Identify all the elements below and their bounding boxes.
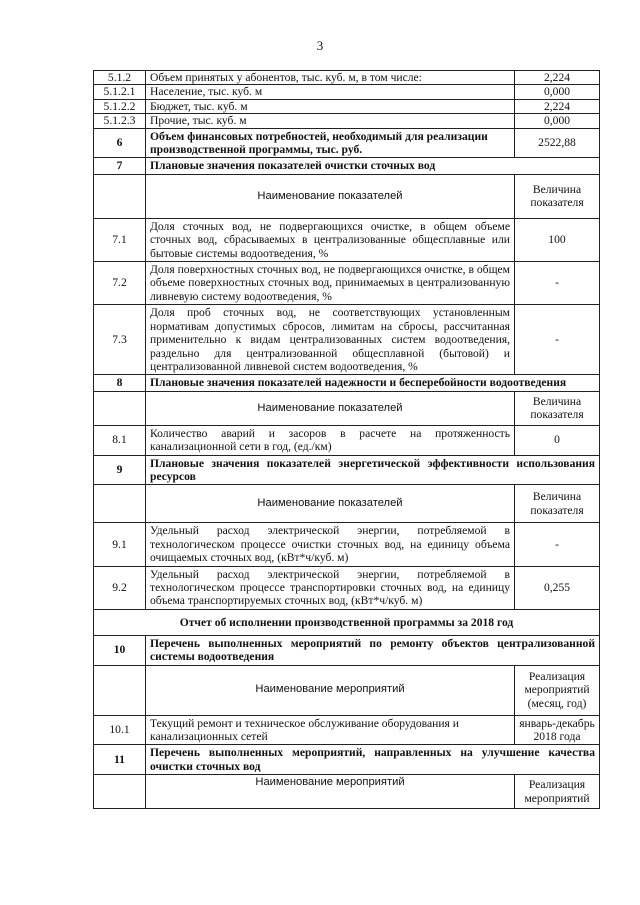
section-number: 10 — [94, 635, 146, 665]
row-text: Удельный расход электрической энергии, потребляемой в технологическом процессе транспортировки сточных вод, на единицу объема транспортируемых сточных вод, (кВт*ч/куб. м) — [146, 566, 515, 609]
section-number: 7 — [94, 158, 146, 174]
row-number: 8.1 — [94, 425, 146, 455]
row-value: 2522,88 — [515, 128, 600, 158]
row-text: Прочие, тыс. куб. м — [146, 114, 515, 128]
header-empty — [94, 174, 146, 218]
row-text: Доля проб сточных вод, не соответствующих установленным нормативам допустимых сбросов, лимитам на сбросы, рассчитанная применительно к видам централизованных систем водоотведения, раздельно для централизованной общесплавной (бытовой) и централизованной ливневой систем водоотведения, % — [146, 305, 515, 375]
header-value: Реализация мероприятий (месяц, год) — [515, 665, 600, 715]
row-value: 100 — [515, 218, 600, 261]
header-empty — [94, 775, 146, 809]
row-number: 5.1.2.1 — [94, 85, 146, 99]
section-number: 9 — [94, 455, 146, 485]
table-row — [94, 114, 600, 128]
row-value: 0,255 — [515, 566, 600, 609]
row-text: Количество аварий и засоров в расчете на протяженность канализационной сети в год, (ед./км) — [146, 425, 515, 455]
section-title: Плановые значения показателей энергетической эффективности использования ресурсов — [146, 455, 600, 485]
header-value: Реализация мероприятий — [515, 775, 600, 809]
section-text: Объем финансовых потребностей, необходимый для реализации производственной программы, тыс. руб. — [146, 128, 515, 158]
table-row — [94, 523, 600, 566]
section-row — [94, 158, 600, 174]
page-number: 3 — [316, 38, 324, 53]
production-program-table — [93, 70, 600, 809]
row-number: 7.1 — [94, 218, 146, 261]
table-row — [94, 262, 600, 305]
row-number: 7.3 — [94, 305, 146, 375]
table-row — [94, 71, 600, 85]
report-title: Отчет об исполнении производственной программы за 2018 год — [94, 609, 600, 635]
header-name: Наименование показателей — [146, 485, 515, 523]
row-value: 2,224 — [515, 71, 600, 85]
row-text: Доля поверхностных сточных вод, не подвергающихся очистке, в общем объеме поверхностных сточных вод, принимаемых в централизованную ливневую систему водоотведения, % — [146, 262, 515, 305]
row-text: Бюджет, тыс. куб. м — [146, 99, 515, 113]
table-row — [94, 218, 600, 261]
section-title: Плановые значения показателей надежности и бесперебойности водоотведения — [146, 375, 600, 391]
row-number: 9.1 — [94, 523, 146, 566]
section-row — [94, 635, 600, 665]
row-value: 0,000 — [515, 114, 600, 128]
table-row — [94, 128, 600, 158]
row-number: 7.2 — [94, 262, 146, 305]
report-title-row — [94, 609, 600, 635]
row-text: Объем принятых у абонентов, тыс. куб. м, в том числе: — [146, 71, 515, 85]
header-value: Величина показателя — [515, 391, 600, 425]
row-value: - — [515, 262, 600, 305]
row-number: 10.1 — [94, 715, 146, 745]
row-value: - — [515, 305, 600, 375]
row-text: Удельный расход электрической энергии, потребляемой в технологическом процессе очистки сточных вод, на единицу объема очищаемых сточных вод, (кВт*ч/куб. м) — [146, 523, 515, 566]
header-row — [94, 775, 600, 809]
row-number: 5.1.2.3 — [94, 114, 146, 128]
row-text: Доля сточных вод, не подвергающихся очистке, в общем объеме сточных вод, сбрасываемых в централизованные общесплавные или бытовые системы водоотведения, % — [146, 218, 515, 261]
row-value: 0 — [515, 425, 600, 455]
header-name: Наименование показателей — [146, 174, 515, 218]
row-number: 5.1.2 — [94, 71, 146, 85]
section-number: 8 — [94, 375, 146, 391]
section-row — [94, 745, 600, 775]
header-name: Наименование мероприятий — [146, 665, 515, 715]
table-row — [94, 425, 600, 455]
header-empty — [94, 665, 146, 715]
table-row — [94, 566, 600, 609]
section-title: Перечень выполненных мероприятий, направленных на улучшение качества очистки сточных вод — [146, 745, 600, 775]
section-number: 11 — [94, 745, 146, 775]
header-row — [94, 665, 600, 715]
section-title: Перечень выполненных мероприятий по ремонту объектов централизованной системы водоотведения — [146, 635, 600, 665]
row-text: Текущий ремонт и техническое обслуживание оборудования и канализационных сетей — [146, 715, 515, 745]
header-row — [94, 391, 600, 425]
section-row — [94, 455, 600, 485]
row-value: - — [515, 523, 600, 566]
header-empty — [94, 391, 146, 425]
header-row — [94, 174, 600, 218]
row-value: 0,000 — [515, 85, 600, 99]
row-value: январь-декабрь 2018 года — [515, 715, 600, 745]
section-number: 6 — [94, 128, 146, 158]
row-value: 2,224 — [515, 99, 600, 113]
table-row — [94, 715, 600, 745]
header-name: Наименование показателей — [146, 391, 515, 425]
header-row — [94, 485, 600, 523]
header-name: Наименование мероприятий — [146, 775, 515, 809]
table-row — [94, 305, 600, 375]
header-empty — [94, 485, 146, 523]
header-value: Величина показателя — [515, 485, 600, 523]
row-number: 5.1.2.2 — [94, 99, 146, 113]
table-row — [94, 99, 600, 113]
row-text: Население, тыс. куб. м — [146, 85, 515, 99]
section-row — [94, 375, 600, 391]
table-row — [94, 85, 600, 99]
header-value: Величина показателя — [515, 174, 600, 218]
row-number: 9.2 — [94, 566, 146, 609]
section-title: Плановые значения показателей очистки сточных вод — [146, 158, 600, 174]
